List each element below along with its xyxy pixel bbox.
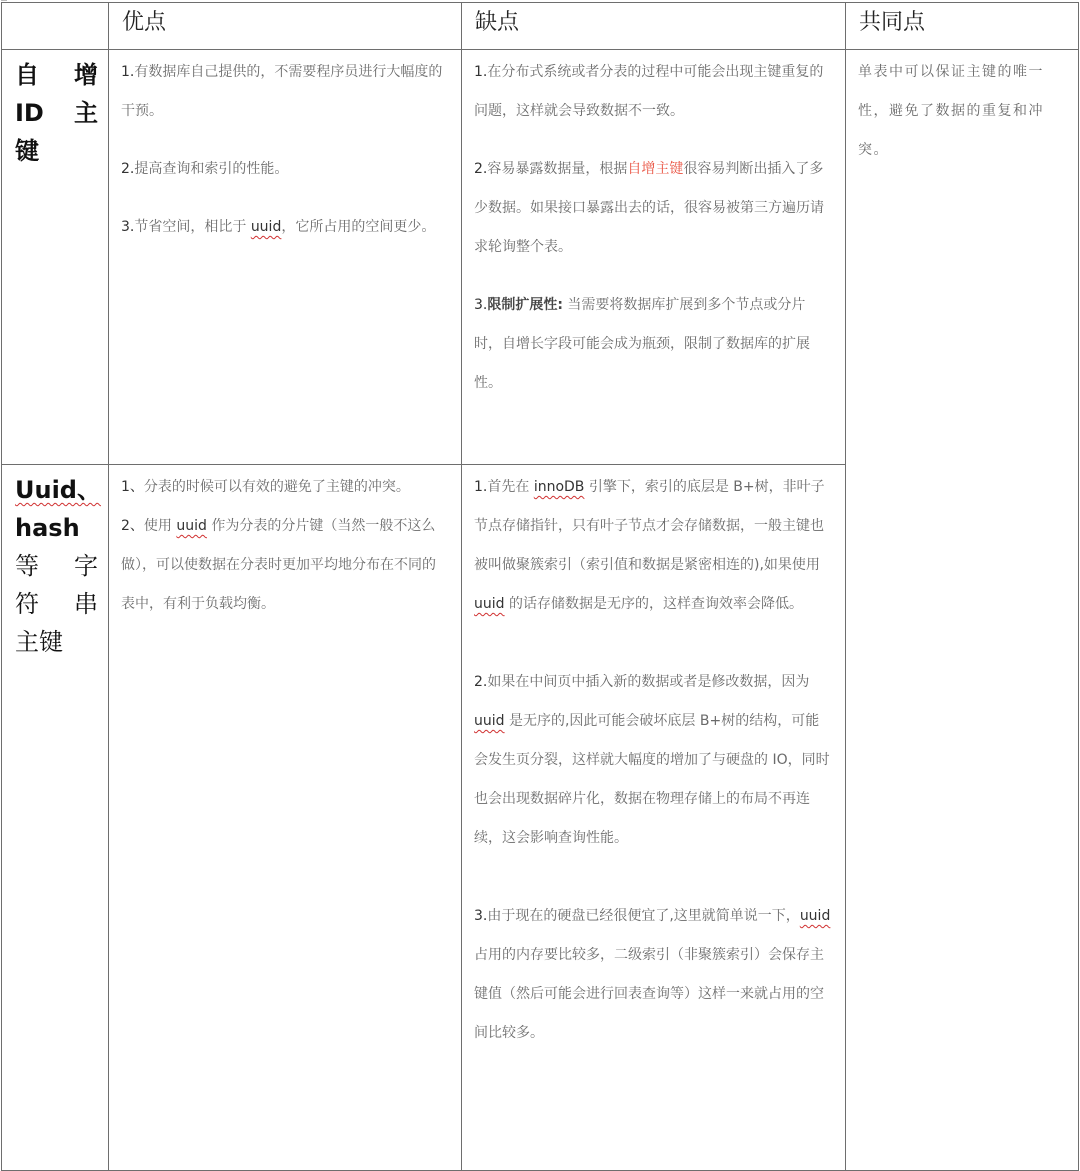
- term-uuid: uuid: [176, 518, 207, 534]
- header-cons: 缺点: [462, 3, 846, 50]
- comparison-table: [1, 2, 1079, 1171]
- common-cell: [846, 50, 1079, 1171]
- row-header-char: ID: [15, 99, 44, 127]
- pros-item-1: 1.有数据库自己提供的，不需要程序员进行大幅度的干预。: [121, 64, 443, 119]
- term-innodb: innoDB: [533, 479, 585, 495]
- row-header-text: 主键: [15, 628, 63, 656]
- cons-item-2: 2.容易暴露数据量，根据自增主键很容易判断出插入了多少数据。如果接口暴露出去的话，很容易被第三方遍历请求轮询整个表。: [474, 161, 824, 255]
- cons-cell-auto-increment: [462, 50, 846, 465]
- common-text: 单表中可以保证主键的唯一性，避免了数据的重复和冲突。: [858, 64, 1044, 158]
- header-empty: [2, 3, 109, 50]
- cons-item-1: 1.首先在 innoDB 引擎下，索引的底层是 B+树，非叶子节点存储指针，只有叶子节点才会存储数据，一般主键也被叫做聚簇索引（索引值和数据是紧密相连的),如果使用 uuid 的话存储数据是无序的，这样查询效率会降低。: [474, 479, 825, 612]
- term-uuid: uuid: [799, 908, 831, 924]
- term-uuid: uuid: [474, 596, 505, 612]
- row-auto-increment-id: [2, 50, 1079, 465]
- row-header-uuid-hash: [2, 465, 109, 1171]
- header-pros: 优点: [109, 3, 462, 50]
- row-header-char: 键: [15, 137, 39, 165]
- header-row: [2, 3, 1079, 50]
- row-header-char: 主: [74, 99, 98, 127]
- row-header-char: 等: [15, 552, 39, 580]
- pros-item-1: 1、分表的时候可以有效的避免了主键的冲突。: [121, 479, 410, 495]
- row-header-char: 自: [15, 61, 39, 89]
- cons-item-1: 1.在分布式系统或者分表的过程中可能会出现主键重复的问题，这样就会导致数据不一致。: [474, 64, 824, 119]
- pros-item-2: 2、使用 uuid 作为分表的分片键（当然一般不这么做），可以使数据在分表时更加平均地分布在不同的表中，有利于负载均衡。: [121, 518, 436, 612]
- cons-cell-uuid: [462, 465, 846, 1171]
- pros-cell-auto-increment: [109, 50, 462, 465]
- pros-item-3: 3.节省空间，相比于 uuid，它所占用的空间更少。: [121, 219, 436, 235]
- pros-cell-uuid: [109, 465, 462, 1171]
- row-header-text: hash: [15, 514, 80, 542]
- cons-item-3: 3.限制扩展性: 当需要将数据库扩展到多个节点或分片时，自增长字段可能会成为瓶颈，限制了数据库的扩展性。: [474, 297, 810, 391]
- cons-item-3: 3.由于现在的硬盘已经很便宜了,这里就简单说一下，uuid 占用的内存要比较多，二级索引（非聚簇索引）会保存主键值（然后可能会进行回表查询等）这样一来就占用的空间比较多。: [474, 908, 831, 1041]
- cons-item-2: 2.如果在中间页中插入新的数据或者是修改数据，因为 uuid 是无序的,因此可能会破坏底层 B+树的结构，可能会发生页分裂，这样就大幅度的增加了与硬盘的 IO，同时也会出现数据碎片化，数据在物理存储上的布局不再连续，这会影响查询性能。: [474, 674, 830, 846]
- header-common: 共同点: [846, 3, 1079, 50]
- row-header-char: 增: [74, 61, 98, 89]
- row-header-auto-increment-id: [2, 50, 109, 465]
- row-header-char: 串: [74, 590, 98, 618]
- term-uuid: uuid: [474, 713, 505, 729]
- term-uuid: uuid: [250, 219, 282, 235]
- row-header-char: 字: [74, 552, 98, 580]
- pros-item-2: 2.提高查询和索引的性能。: [121, 161, 289, 177]
- highlight-auto-increment-key: 自增主键: [627, 161, 684, 177]
- row-header-char: 符: [15, 590, 39, 618]
- row-header-text: Uuid、: [15, 476, 101, 504]
